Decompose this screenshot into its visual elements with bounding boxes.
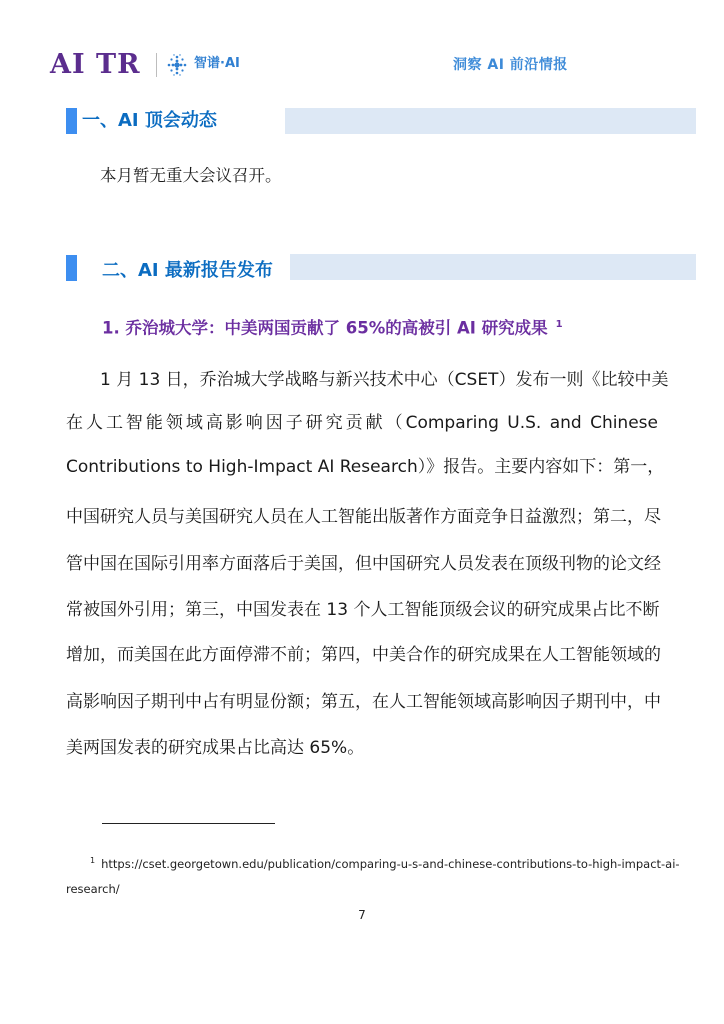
paragraph-line: 在人工智能领域高影响因子研究贡献（Comparing U.S. and Chinese [66,413,658,433]
paragraph-line: 中国研究人员与美国研究人员在人工智能出版著作方面竞争日益激烈；第二，尽 [66,507,661,527]
subsection-title-text: 1. 乔治城大学：中美两国贡献了 65%的高被引 AI 研究成果 [102,318,548,338]
paragraph-line: Contributions to High-Impact AI Research）》报告。主要内容如下：第一， [66,457,665,477]
footnote-line-1 [90,853,680,872]
page-number: 7 [358,908,366,922]
section-2-title: 二、AI 最新报告发布 [102,260,273,281]
header-tagline: 洞察 AI 前沿情报 [453,57,568,73]
subsection-title [102,314,563,340]
paragraph-line: 管中国在国际引用率方面落后于美国，但中国研究人员发表在顶级刊物的论文经 [66,554,661,574]
section-2-band [290,254,696,280]
zhipu-logo-text: 智谱·AI [194,56,240,71]
paragraph-line: 美两国发表的研究成果占比高达 65%。 [66,738,365,758]
paragraph-line: 1 月 13 日，乔治城大学战略与新兴技术中心（CSET）发布一则《比较中美 [100,370,669,390]
section-2-marker [66,255,77,281]
footnote-mark: 1 [90,856,96,865]
aitr-logo: AI TR [50,49,141,80]
paragraph-line: 常被国外引用；第三，中国发表在 13 个人工智能顶级会议的研究成果占比不断 [66,600,660,620]
section-1-band [285,108,696,134]
footnote-separator [102,823,275,824]
footnote-line-2[interactable]: research/ [66,882,120,896]
footnote-ref[interactable]: 1 [555,319,563,330]
section-1-title: 一、AI 顶会动态 [82,110,217,131]
zhipu-logo-icon [166,54,188,76]
section-1-marker [66,108,77,134]
section-1-body: 本月暂无重大会议召开。 [100,166,282,185]
logo-divider [156,53,157,77]
paragraph-line: 增加，而美国在此方面停滞不前；第四，中美合作的研究成果在人工智能领域的 [66,645,661,665]
paragraph-line: 高影响因子期刊中占有明显份额；第五，在人工智能领域高影响因子期刊中，中 [66,692,661,712]
footnote-url[interactable]: https://cset.georgetown.edu/publication/comparing-u-s-and-chinese-contributions-to-high-impact-ai- [101,856,680,871]
